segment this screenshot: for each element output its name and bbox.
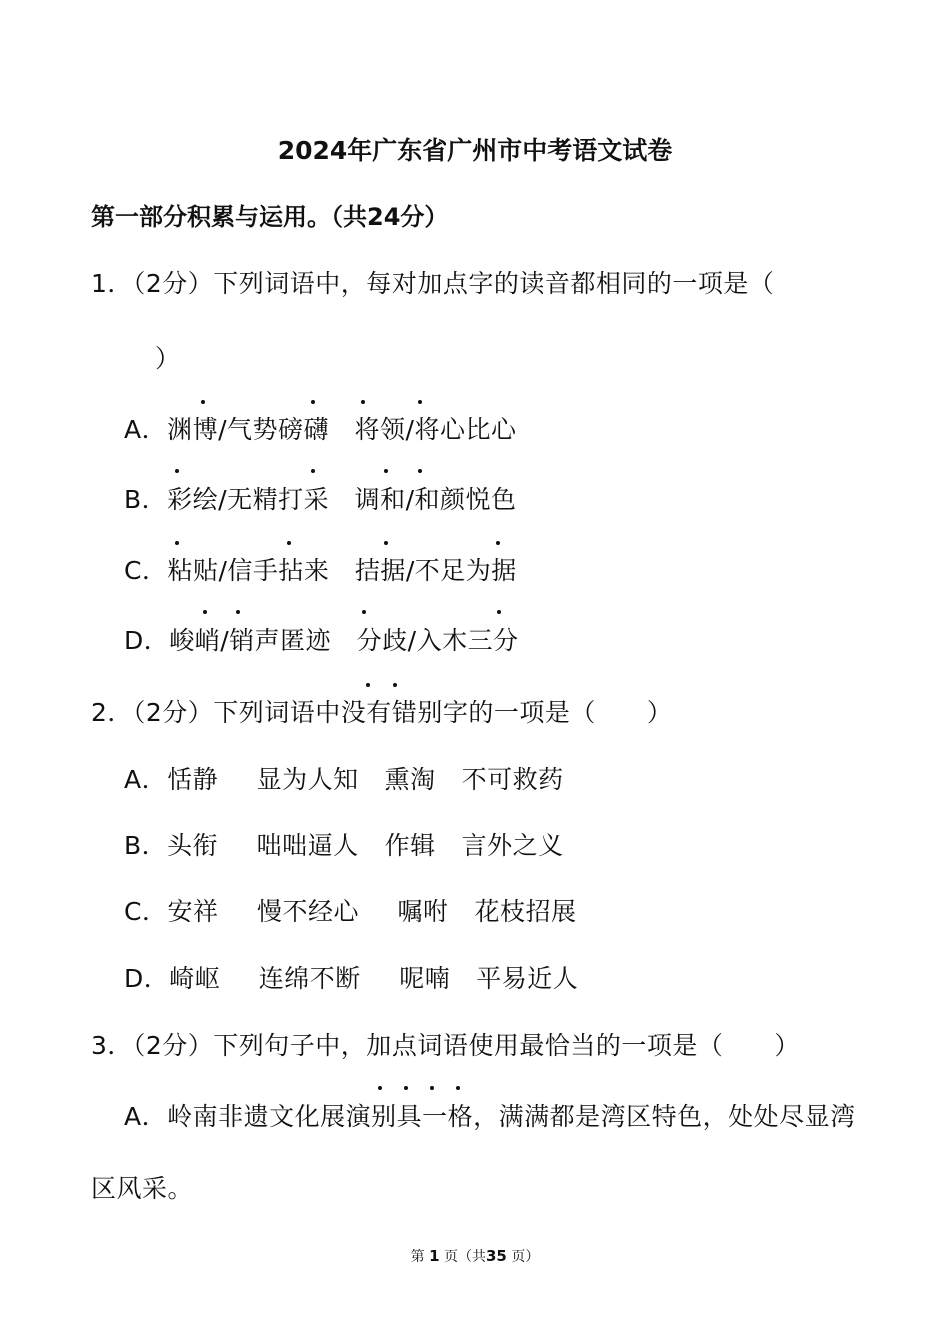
question-1-option-b[interactable]: B．彩绘/无精打采 调和/和颜悦色 xyxy=(124,485,517,514)
footer-suffix: 页） xyxy=(511,1249,540,1265)
emphasis-dot xyxy=(236,610,240,614)
question-2-option-d[interactable]: D．崎岖 连绵不断 呢喃 平易近人 xyxy=(124,964,579,993)
emphasis-dot xyxy=(418,400,422,404)
question-2-option-c[interactable]: C．安祥 慢不经心 嘱咐 花枝招展 xyxy=(124,897,577,926)
emphasis-dot xyxy=(384,469,388,473)
emphasis-dot xyxy=(366,683,370,687)
emphasis-dot xyxy=(404,1086,408,1090)
question-2-option-a[interactable]: A．恬静 显为人知 熏淘 不可救药 xyxy=(124,765,564,794)
question-3-stem: 3．（2分）下列句子中，加点词语使用最恰当的一项是（ ） xyxy=(91,1031,800,1060)
question-1-option-a[interactable]: A．渊博/气势磅礴 将领/将心比心 xyxy=(124,415,517,444)
footer-prefix: 第 xyxy=(410,1249,425,1265)
footer-middle: 页（共 xyxy=(444,1249,486,1265)
footer-total-pages: 35 xyxy=(486,1247,507,1265)
emphasis-dot xyxy=(384,541,388,545)
footer-page-number: 1 xyxy=(429,1247,440,1265)
question-1-option-d[interactable]: D．峻峭/销声匿迹 分歧/入木三分 xyxy=(124,626,519,655)
question-2-stem: 2．（2分）下列词语中没有错别字的一项是（ ） xyxy=(91,698,673,727)
page-footer xyxy=(0,1246,950,1266)
question-3-option-a-continued: 区风采。 xyxy=(91,1174,194,1203)
question-1-stem-end: ） xyxy=(155,344,181,373)
emphasis-dot xyxy=(311,469,315,473)
emphasis-dot xyxy=(418,469,422,473)
emphasis-dot xyxy=(456,1086,460,1090)
emphasis-dot xyxy=(361,400,365,404)
emphasis-dot xyxy=(201,400,205,404)
exam-title: 2024年广东省广州市中考语文试卷 xyxy=(277,136,673,165)
emphasis-dot xyxy=(497,610,501,614)
section-heading: 第一部分积累与运用。（共24分） xyxy=(91,203,449,231)
emphasis-dot xyxy=(311,400,315,404)
emphasis-dot xyxy=(378,1086,382,1090)
emphasis-dot xyxy=(203,610,207,614)
question-1-stem: 1．（2分）下列词语中，每对加点字的读音都相同的一项是（ xyxy=(91,269,775,298)
question-3-option-a[interactable]: A．岭南非遗文化展演别具一格，满满都是湾区特色，处处尽显湾 xyxy=(124,1102,856,1131)
emphasis-dot xyxy=(175,469,179,473)
emphasis-dot xyxy=(175,541,179,545)
question-1-option-c[interactable]: C．粘贴/信手拈来 拮据/不足为据 xyxy=(124,556,517,585)
question-2-option-b[interactable]: B．头衔 咄咄逼人 作辑 言外之义 xyxy=(124,831,564,860)
emphasis-dot xyxy=(393,683,397,687)
emphasis-dot xyxy=(362,610,366,614)
emphasis-dot xyxy=(496,541,500,545)
emphasis-dot xyxy=(287,541,291,545)
emphasis-dot xyxy=(430,1086,434,1090)
